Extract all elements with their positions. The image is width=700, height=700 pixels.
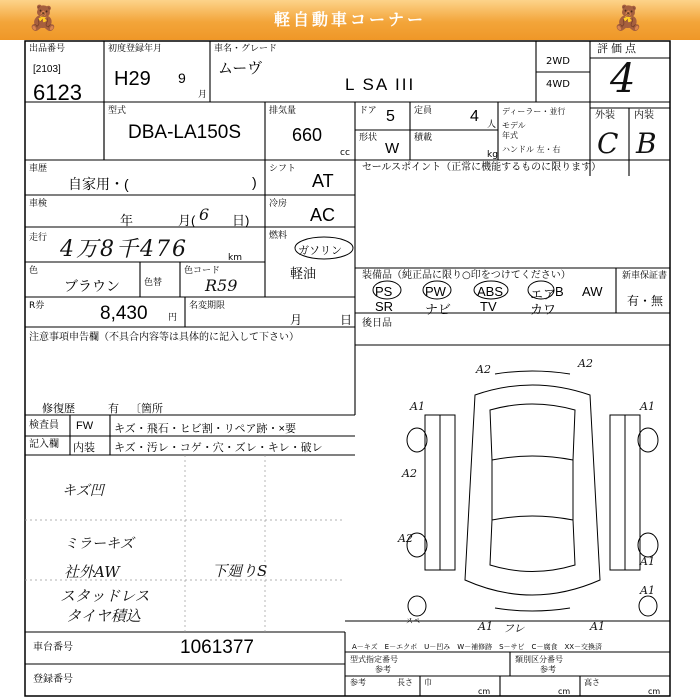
- registration-year: H29: [114, 68, 151, 90]
- rating-label: 評価点: [597, 42, 639, 55]
- spare-label: スペ: [406, 617, 420, 625]
- exterior-label: 外装: [595, 110, 615, 121]
- recycle-label: R券: [29, 301, 45, 311]
- displacement-unit: cc: [340, 148, 350, 158]
- damage-mark-a2-lower: A2: [398, 532, 413, 545]
- history-value: 自家用・(: [68, 176, 129, 192]
- color-value: ブラウン: [64, 278, 120, 294]
- equipment-circle-marks: [368, 279, 568, 301]
- category-sub: 参考: [540, 665, 556, 674]
- damage-mark-a1-right: A1: [640, 400, 655, 413]
- height-label: 高さ: [584, 678, 600, 687]
- doors-value: 5: [386, 108, 395, 125]
- warranty-value: 有・無: [627, 294, 664, 308]
- handwritten-note-6: 下廻りS: [212, 562, 268, 580]
- equipment-airbag: エア: [530, 287, 557, 302]
- mileage-unit: km: [228, 253, 242, 263]
- bear-mascot-icon: 🧸: [28, 4, 58, 32]
- aircon-value: AC: [310, 205, 336, 225]
- damage-mark-a2-side: A2: [402, 467, 417, 480]
- registration-label: 初度登録年月: [108, 44, 163, 54]
- repair-detail: 〔箇所: [130, 403, 163, 415]
- damage-mark-a1-rear-right2: A1: [640, 584, 655, 597]
- displacement-value: 660: [292, 125, 323, 145]
- type-designation-sub: 参考: [375, 665, 391, 674]
- drive-4wd: 4WD: [546, 79, 570, 90]
- width-unit: cm: [558, 687, 571, 696]
- damage-mark-a1-rear-right: A1: [640, 555, 655, 568]
- name-change-label: 名変期限: [189, 301, 226, 311]
- handwritten-note-5: タイヤ積込: [66, 607, 141, 625]
- equipment-leather: カワ: [530, 302, 557, 317]
- equipment-tv: TV: [480, 299, 497, 314]
- displacement-label: 排気量: [269, 106, 297, 116]
- color-code-value: R59: [205, 276, 238, 295]
- damage-mark-a1-rear: A1: [478, 620, 493, 633]
- fuel-label: 燃料: [269, 231, 288, 241]
- lot-sub: [2103]: [33, 64, 61, 75]
- lot-label: 出品番号: [29, 44, 66, 54]
- damage-mark-a1-rear-corner: A1: [590, 620, 605, 633]
- car-damage-diagram: [395, 370, 670, 620]
- width-label: 巾: [424, 678, 432, 687]
- fuel-diesel: 軽油: [290, 266, 317, 281]
- damage-mark-w-rear: フレ: [503, 622, 525, 635]
- sales-point-label: セールスポイント（正常に機能するものに限ります）: [362, 162, 602, 173]
- capacity-unit: 人: [487, 120, 497, 130]
- dealer-year-label: 年式: [502, 131, 518, 140]
- recycle-value: 8,430: [100, 303, 148, 324]
- equipment-ps: PS: [375, 284, 393, 299]
- registration-month-unit: 月: [198, 90, 208, 100]
- rating-score: 4: [610, 56, 636, 102]
- damage-mark-a2-front-right: A2: [578, 357, 593, 370]
- interior-grade: B: [636, 127, 657, 160]
- load-label: 積載: [414, 133, 433, 143]
- equipment-aw: AW: [582, 284, 603, 299]
- color-swap-label: 色替: [144, 278, 163, 288]
- inspection-day: 日): [232, 213, 250, 228]
- damage-mark-a2-front-left: A2: [476, 363, 491, 376]
- equipment-label: 装備品（純正品に限り○印をつけてください）: [362, 270, 571, 281]
- equipment-sr: SR: [375, 299, 394, 314]
- interior-row-label: 内装: [73, 442, 95, 454]
- history-close: ): [252, 174, 257, 190]
- warranty-label: 新車保証書: [622, 271, 668, 281]
- length-label: 長さ: [397, 678, 413, 687]
- model-grade: L SA III: [345, 75, 416, 94]
- height-unit: cm: [648, 687, 661, 696]
- load-unit: kg: [487, 150, 498, 160]
- inspector-label: 検査員: [29, 420, 59, 431]
- lot-number: 6123: [33, 80, 82, 105]
- length-unit: cm: [478, 687, 491, 696]
- fuel-circle-mark: [292, 234, 356, 262]
- interior-options: キズ・汚レ・コゲ・穴・ズレ・キレ・破レ: [114, 442, 323, 454]
- color-label: 色: [29, 266, 39, 276]
- repair-value: 有: [108, 403, 119, 415]
- repair-label: 修復歴: [42, 403, 75, 415]
- rear-item-label: 後日品: [362, 318, 392, 329]
- inspection-month-digit: 6: [199, 205, 210, 224]
- recycle-unit: 円: [168, 313, 178, 323]
- name-change-day: 日: [340, 313, 353, 327]
- equipment-b: B: [555, 284, 564, 299]
- chassis-label: 車台番号: [33, 642, 73, 653]
- doors-label: ドア: [359, 106, 377, 116]
- dealer-model-label: モデル: [502, 121, 526, 130]
- dealer-label: ディーラー・並行: [502, 107, 566, 116]
- category-label: 類別区分番号: [515, 655, 563, 664]
- registration-month: 9: [178, 70, 186, 86]
- handle-label: ハンドル 左・右: [502, 145, 561, 154]
- reg-no-label: 登録番号: [33, 674, 73, 685]
- fw-label: FW: [76, 420, 94, 432]
- equipment-abs: ABS: [477, 284, 504, 299]
- page-title: 軽自動車コーナー: [273, 10, 426, 29]
- name-change-month: 月: [290, 313, 303, 327]
- mileage-value: 4万8千476: [60, 237, 188, 262]
- damage-mark-a1-left: A1: [410, 400, 425, 413]
- exterior-grade: C: [597, 127, 619, 160]
- type-code-label: 型式: [108, 106, 127, 116]
- model-label: 車名・グレード: [214, 44, 278, 54]
- fw-options: キズ・飛石・ヒビ割・リペア跡・×要: [114, 423, 296, 435]
- body-shape-label: 形状: [359, 133, 378, 143]
- handwritten-note-1: キズ凹: [62, 483, 104, 499]
- model-name: ムーヴ: [218, 60, 263, 77]
- interior-label: 内装: [634, 110, 654, 121]
- fuel-gasoline: ガソリン: [298, 245, 342, 257]
- handwritten-note-2: ミラーキズ: [64, 536, 134, 552]
- capacity-value: 4: [470, 108, 479, 125]
- size-sub: 参考: [350, 678, 366, 687]
- bear-mascot-icon: 🧸: [613, 4, 643, 32]
- mileage-label: 走行: [29, 233, 48, 243]
- aircon-label: 冷房: [269, 199, 288, 209]
- equipment-pw: PW: [425, 284, 446, 299]
- chassis-value: 1061377: [180, 637, 254, 658]
- color-code-label: 色コード: [184, 266, 221, 276]
- inspection-month: 月(: [178, 213, 196, 228]
- type-code-value: DBA-LA150S: [128, 122, 242, 143]
- damage-legend: A－キズ E－エクボ U－凹み W－補修跡 S－サビ C－腐食 XX－交換済: [352, 643, 603, 651]
- capacity-label: 定員: [414, 106, 433, 116]
- entry-label: 記入欄: [29, 439, 59, 450]
- type-designation-label: 型式指定番号: [350, 655, 398, 664]
- history-label: 車歴: [29, 164, 48, 174]
- inspection-year: 年: [120, 213, 134, 228]
- shift-value: AT: [312, 171, 334, 191]
- equipment-navi: ナビ: [425, 302, 452, 317]
- drive-2wd: 2WD: [546, 56, 570, 67]
- handwritten-note-3: 社外AW: [64, 563, 120, 581]
- shift-label: シフト: [269, 164, 297, 174]
- handwritten-note-4: スタッドレス: [60, 587, 150, 605]
- body-shape-value: W: [385, 140, 400, 157]
- notes-label: 注意事項申告欄（不具合内容等は具体的に記入して下さい）: [29, 332, 299, 343]
- inspection-label: 車検: [29, 199, 48, 209]
